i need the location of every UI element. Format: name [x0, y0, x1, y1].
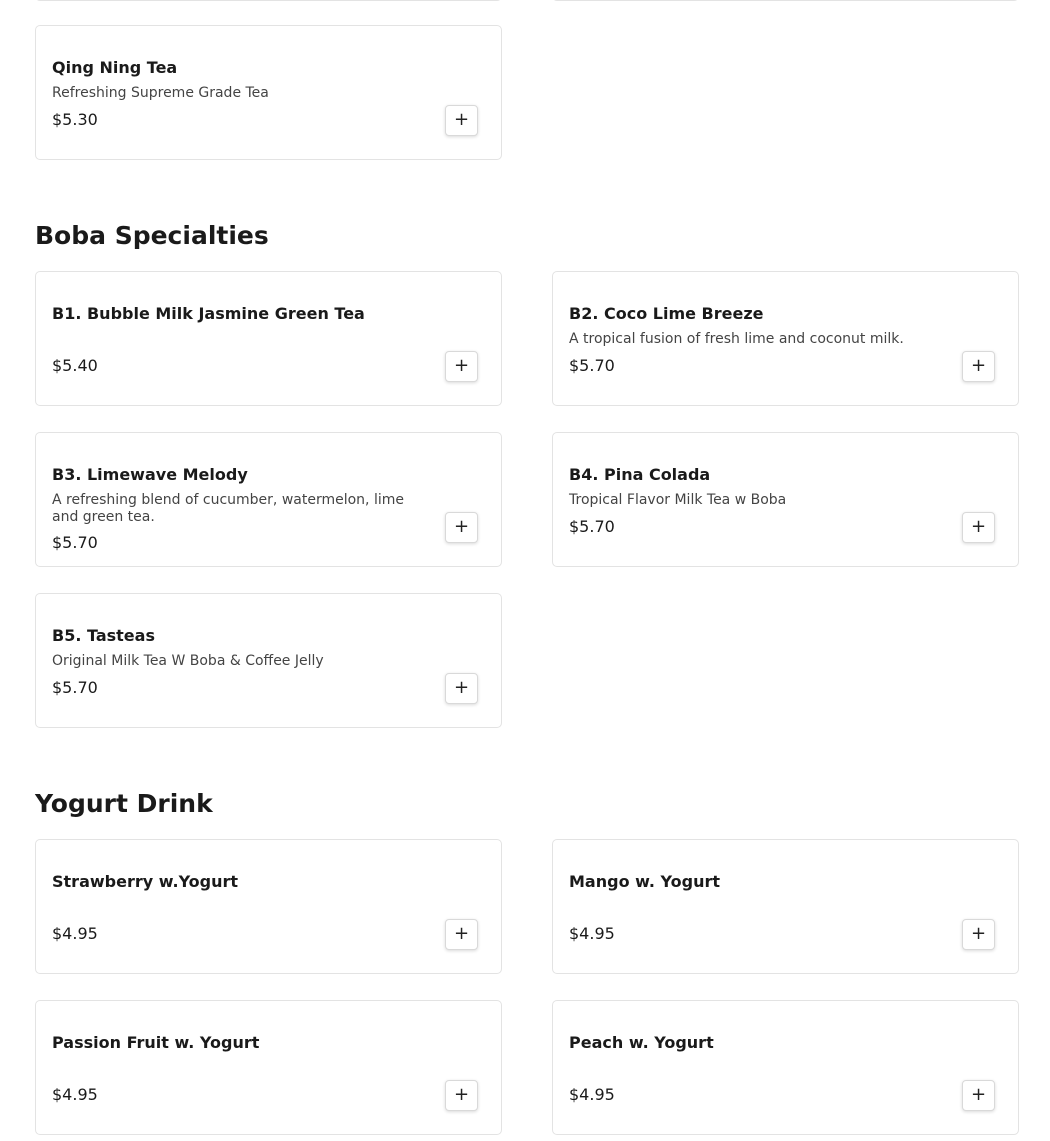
section-title: Yogurt Drink — [35, 789, 213, 818]
menu-item-card[interactable] — [35, 839, 502, 974]
item-name: B3. Limewave Melody — [52, 465, 248, 484]
menu-item-card-clipped[interactable] — [35, 0, 502, 1]
item-description: A tropical fusion of fresh lime and coconut milk. — [569, 331, 904, 347]
item-price: $5.40 — [52, 356, 98, 375]
menu-item-card[interactable] — [35, 1000, 502, 1135]
item-description: A refreshing blend of cucumber, watermelon, lime and green tea. — [52, 492, 404, 525]
add-item-button[interactable]: + — [445, 919, 478, 950]
item-description: Original Milk Tea W Boba & Coffee Jelly — [52, 653, 324, 669]
add-item-button[interactable]: + — [962, 512, 995, 543]
item-name: B5. Tasteas — [52, 626, 155, 645]
menu-item-card[interactable] — [35, 25, 502, 160]
add-item-button[interactable]: + — [445, 512, 478, 543]
menu-item-card[interactable] — [35, 432, 502, 567]
item-price: $5.70 — [52, 533, 98, 552]
item-price: $4.95 — [52, 924, 98, 943]
menu-item-card[interactable] — [552, 271, 1019, 406]
item-name: Qing Ning Tea — [52, 58, 178, 77]
item-price: $5.70 — [569, 517, 615, 536]
add-item-button[interactable]: + — [445, 351, 478, 382]
add-item-button[interactable]: + — [445, 105, 478, 136]
add-item-button[interactable]: + — [962, 919, 995, 950]
add-item-button[interactable]: + — [445, 673, 478, 704]
item-description: Refreshing Supreme Grade Tea — [52, 85, 269, 101]
menu-item-card[interactable] — [35, 593, 502, 728]
menu-item-card-clipped[interactable] — [552, 0, 1019, 1]
item-name: Peach w. Yogurt — [569, 1033, 714, 1052]
menu-item-card[interactable] — [552, 1000, 1019, 1135]
item-price: $5.70 — [52, 678, 98, 697]
add-item-button[interactable]: + — [962, 351, 995, 382]
item-name: Passion Fruit w. Yogurt — [52, 1033, 260, 1052]
item-name: Strawberry w.Yogurt — [52, 872, 239, 891]
menu-item-card[interactable] — [552, 839, 1019, 974]
item-price: $4.95 — [569, 924, 615, 943]
item-name: B4. Pina Colada — [569, 465, 711, 484]
item-name: B2. Coco Lime Breeze — [569, 304, 764, 323]
item-price: $4.95 — [52, 1085, 98, 1104]
add-item-button[interactable]: + — [962, 1080, 995, 1111]
item-description: Tropical Flavor Milk Tea w Boba — [569, 492, 787, 508]
item-price: $5.30 — [52, 110, 98, 129]
item-name: B1. Bubble Milk Jasmine Green Tea — [52, 304, 365, 323]
item-name: Mango w. Yogurt — [569, 872, 721, 891]
item-price: $5.70 — [569, 356, 615, 375]
menu-item-card[interactable] — [35, 271, 502, 406]
item-price: $4.95 — [569, 1085, 615, 1104]
section-title: Boba Specialties — [35, 221, 269, 250]
add-item-button[interactable]: + — [445, 1080, 478, 1111]
menu-item-card[interactable] — [552, 432, 1019, 567]
